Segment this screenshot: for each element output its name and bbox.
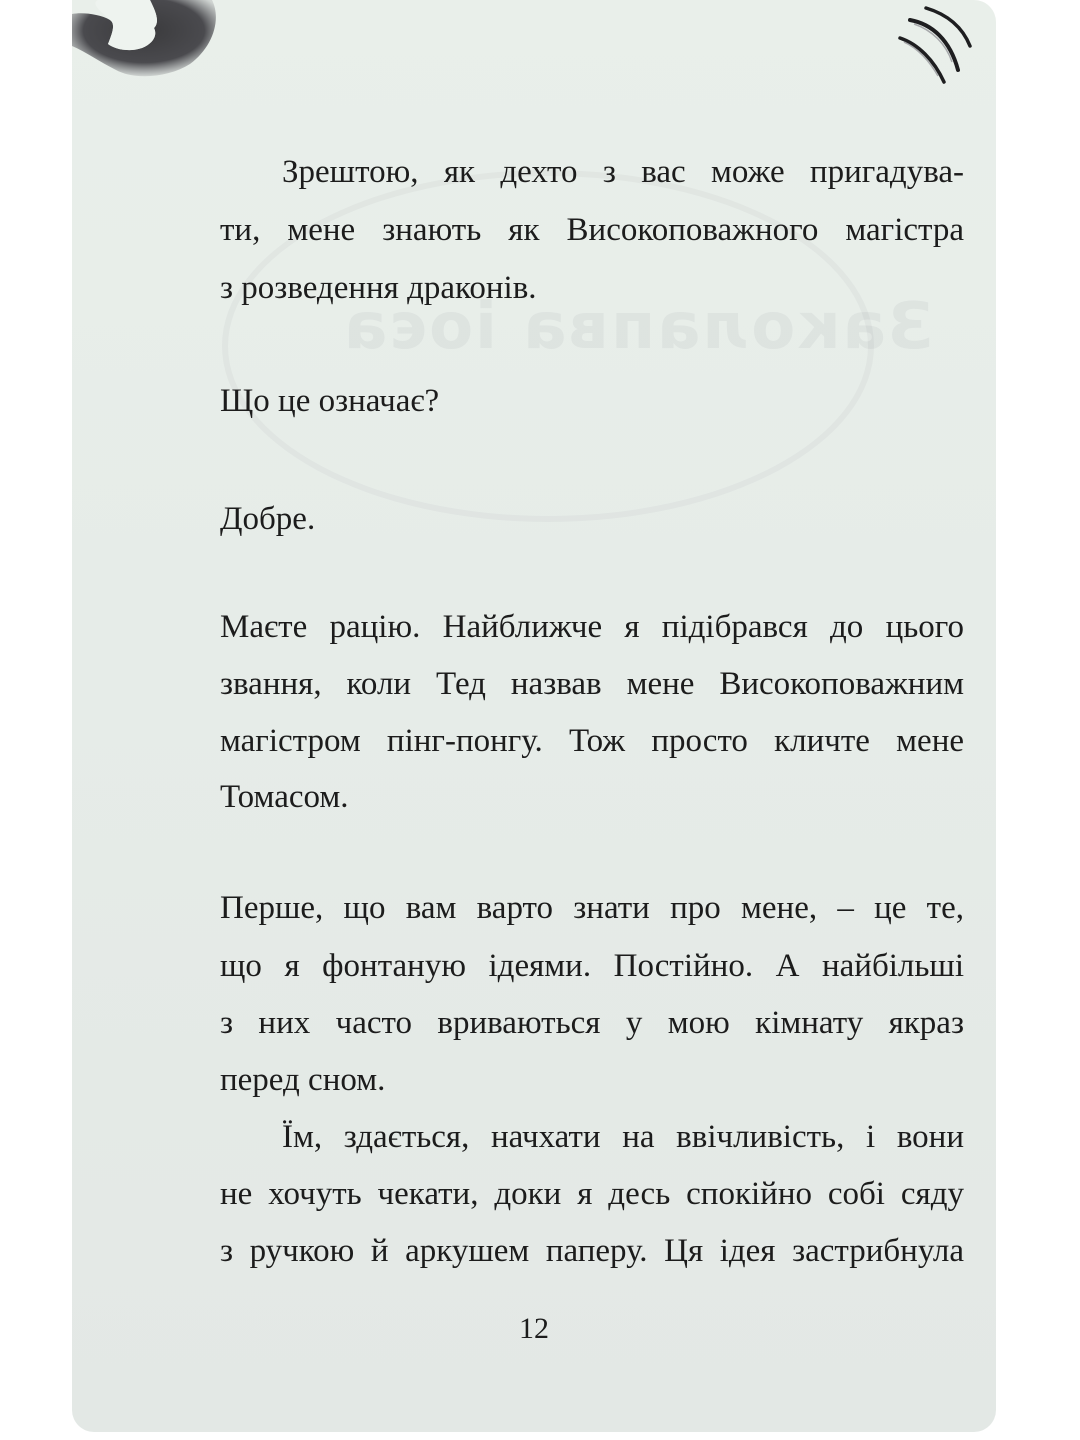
text-line: Їм, здається, начхати на ввічливість, і вони (282, 1119, 964, 1155)
text-line: Томасом. (220, 779, 349, 815)
text-line: з розведення драконів. (220, 270, 537, 306)
text-line: з ручкою й аркушем паперу. Ця ідея застрибнула (220, 1233, 964, 1269)
text-line: ти, мене знають як Високоповажного магістра (220, 212, 964, 248)
text-line: не хочуть чекати, доки я десь спокійно собі сяду (220, 1176, 964, 1212)
text-line: з них часто вриваються у мою кімнату якраз (220, 1005, 964, 1041)
text-line: перед сном. (220, 1062, 386, 1098)
ink-blot-icon (72, 0, 222, 80)
text-line: звання, коли Тед назвав мене Високоповажним (220, 666, 964, 702)
claw-marks-icon (896, 0, 996, 100)
bleed-through-heading: Заколапва іоєа (342, 290, 934, 364)
text-line: Маєте рацію. Найближче я підібрався до цього (220, 609, 964, 645)
text-line: Добре. (220, 501, 316, 537)
text-line: Що це означає? (220, 383, 440, 419)
text-line: магістром пінг-понгу. Тож просто кличте мене (220, 723, 964, 759)
text-line: Перше, що вам варто знати про мене, – це те, (220, 890, 964, 926)
text-line: Зрештою, як дехто з вас може пригадува- (282, 154, 964, 190)
book-page (72, 0, 996, 1432)
page-number: 12 (519, 1312, 549, 1345)
text-line: що я фонтаную ідеями. Постійно. А найбільші (220, 948, 964, 984)
